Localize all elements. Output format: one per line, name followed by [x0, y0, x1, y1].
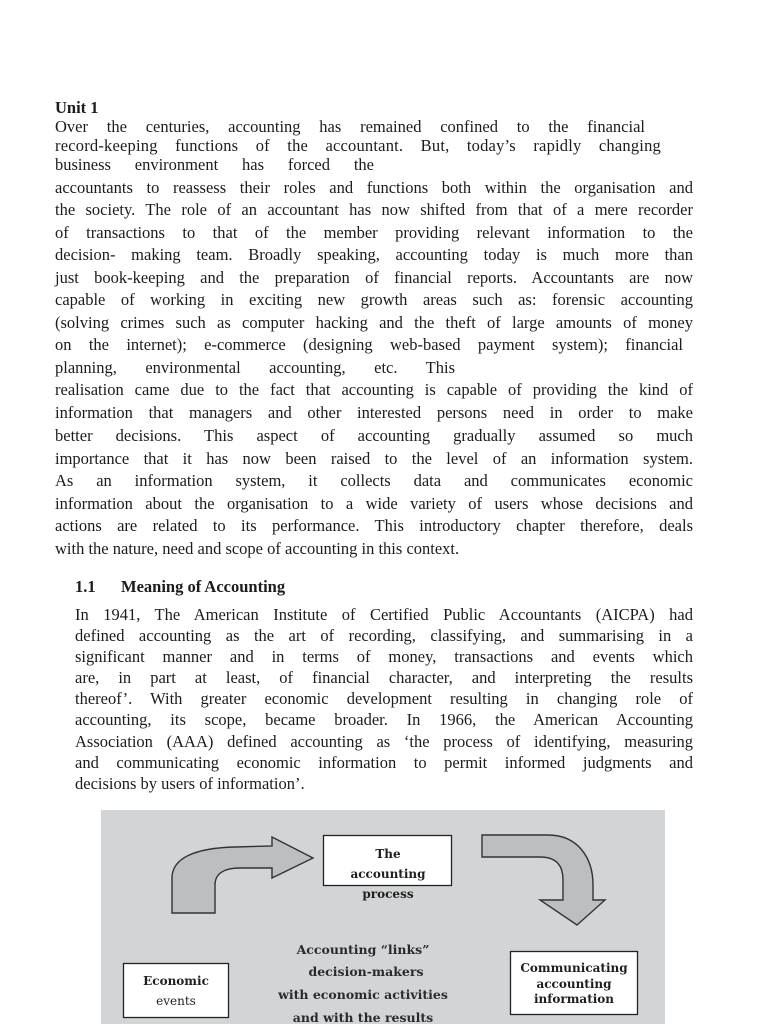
text-line: Association (AAA) defined accounting as ‘the process of identifying, measuring: [75, 732, 693, 751]
text-line: the society. The role of an accountant has now shifted from that of a mere recorder: [55, 200, 693, 219]
text-line: Over the centuries, accounting has remained confined to the financial: [55, 117, 645, 136]
unit-heading: Unit 1: [55, 98, 99, 117]
communicating-information-box: [511, 952, 638, 1015]
text-line: with the nature, need and scope of accounting in this context.: [55, 539, 460, 558]
caption-line: Accounting “links”: [296, 942, 430, 957]
box-text: process: [362, 887, 414, 901]
box-text: The: [375, 847, 401, 861]
text-line: thereof’. With greater economic development resulting in changing role of: [75, 689, 693, 708]
text-line: actions are related to its performance. This introductory chapter therefore, deals: [55, 516, 693, 535]
section-number: 1.1: [75, 577, 96, 596]
text-line: planning, environmental accounting, etc. This: [55, 358, 455, 377]
text-line: accountants to reassess their roles and functions both within the organisation and: [55, 178, 693, 197]
text-line: accounting, its scope, became broader. In 1966, the American Accounting: [75, 710, 693, 729]
text-line: As an information system, it collects data and communicates economic: [55, 471, 693, 490]
economic-events-box: [124, 964, 229, 1018]
text-line: information about the organisation to a wide variety of users whose decisions and: [55, 494, 693, 513]
text-line: just book-keeping and the preparation of financial reports. Accountants are now: [55, 268, 693, 287]
box-text: Communicating: [520, 961, 628, 975]
text-line: better decisions. This aspect of accounting gradually assumed so much: [55, 426, 693, 445]
box-text: accounting: [536, 977, 612, 991]
text-line: In 1941, The American Institute of Certified Public Accountants (AICPA) had: [75, 605, 693, 624]
text-line: on the internet); e-commerce (designing web-based payment system); financial: [55, 335, 683, 354]
text-line: significant manner and in terms of money, transactions and events which: [75, 647, 693, 666]
text-line: of transactions to that of the member providing relevant information to the: [55, 223, 693, 242]
box-text: accounting: [350, 867, 426, 881]
box-text: information: [533, 992, 615, 1006]
text-line: are, in part at least, of financial character, and interpreting the results: [75, 668, 693, 687]
text-line: defined accounting as the art of recording, classifying, and summarising in a: [75, 626, 693, 645]
text-line: record-keeping functions of the accountant. But, today’s rapidly changing: [55, 136, 661, 155]
text-line: business environment has forced the: [55, 155, 374, 174]
text-line: information that managers and other interested persons need in order to make: [55, 403, 693, 422]
text-line: and communicating economic information to permit informed judgments and: [75, 753, 693, 772]
box-text: Economic: [143, 974, 209, 988]
caption-line: and with the results: [292, 1010, 434, 1024]
text-line: (solving crimes such as computer hacking and the theft of large amounts of money: [55, 313, 693, 332]
box-text: events: [156, 994, 196, 1008]
text-line: realisation came due to the fact that accounting is capable of providing the kind of: [55, 380, 693, 399]
text-line: decision- making team. Broadly speaking, accounting today is much more than: [55, 245, 693, 264]
section-title: Meaning of Accounting: [121, 577, 286, 596]
text-line: capable of working in exciting new growth areas such as: forensic accounting: [55, 290, 693, 309]
caption-line: decision-makers: [308, 964, 424, 979]
caption-line: with economic activities: [278, 987, 448, 1002]
text-line: importance that it has now been raised to the level of an information system.: [55, 449, 693, 468]
text-line: decisions by users of information’.: [75, 774, 305, 793]
